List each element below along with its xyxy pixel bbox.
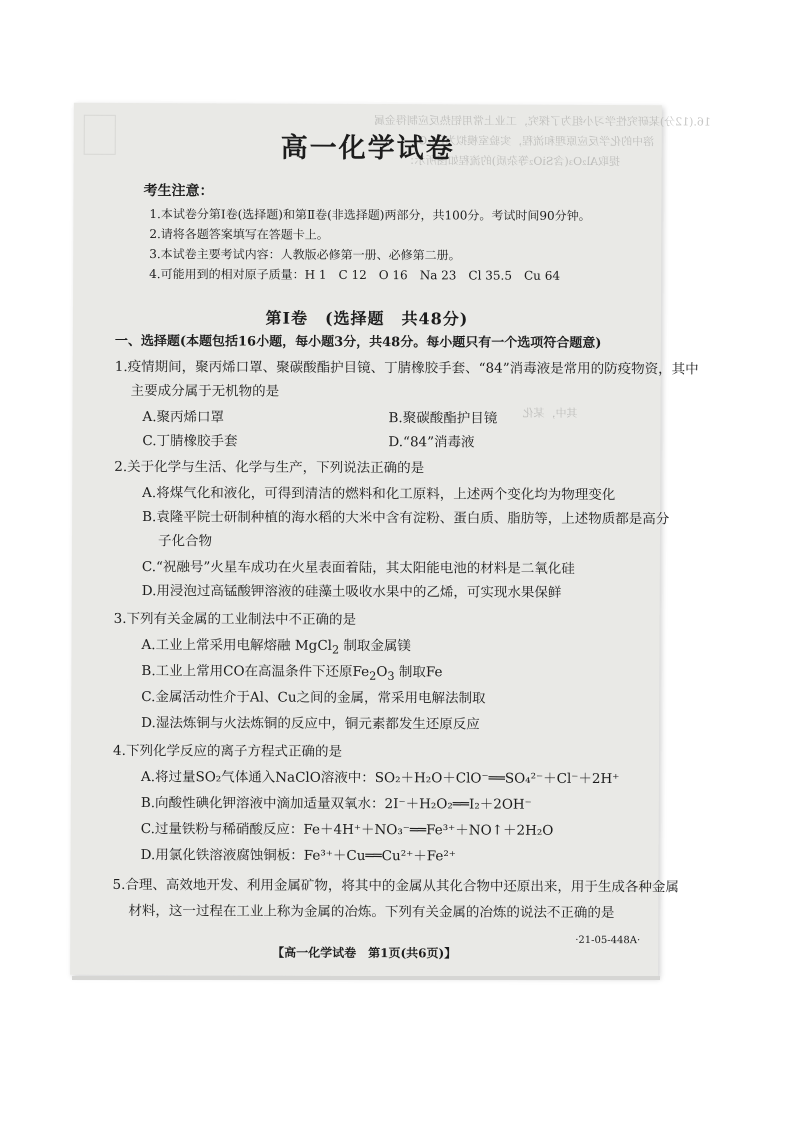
notice-item: 1.本试卷分第Ⅰ卷(选择题)和第Ⅱ卷(非选择题)两部分，共100分。考试时间90分钟。 <box>149 207 591 223</box>
bleed-through-text: 16.(12分)某研究性学习小组为了探究，工业上常用铝热反应制得金属 <box>373 114 711 129</box>
question-3-option-c: C.金属活动性介于Al、Cu之间的金属，常采用电解法制取 <box>141 689 486 707</box>
part-title: 一、选择题(本题包括16小题，每小题3分，共48分。每小题只有一个选项符合题意) <box>114 333 602 352</box>
question-2-option-b: 子化合物 <box>157 533 213 550</box>
option-text: O <box>376 664 388 681</box>
question-3-option-d: D.湿法炼铜与火法炼铜的反应中，铜元素都发生还原反应 <box>141 715 480 733</box>
option-text: B.工业上常用CO在高温条件下还原Fe <box>141 663 370 681</box>
question-1-option-b: B.聚碳酸酯护目镜 <box>388 410 498 427</box>
bleed-through-text: 其中，某化 <box>522 406 578 420</box>
question-2-option-d: D.用浸泡过高锰酸钾溶液的硅藻土吸收水果中的乙烯，可实现水果保鲜 <box>141 583 562 601</box>
bleed-through-text: 提取Al₂O₃(含SiO₂等杂质)的流程如图所示： <box>403 154 621 169</box>
paper-edge-shadow <box>72 976 660 980</box>
question-2-option-c: C.“祝融号”火星车成功在火星表面着陆，其太阳能电池的材料是二氧化硅 <box>141 559 575 577</box>
question-2-stem: 2.关于化学与生活、化学与生产，下列说法正确的是 <box>114 458 425 477</box>
bleed-through-text: 溶中的化学反应原理和流程，实验室模拟为Fe₂O₃ <box>413 134 655 149</box>
question-2-option-a: A.将煤气化和液化，可得到清洁的燃料和化工原料，上述两个变化均为物理变化 <box>142 485 616 504</box>
question-1-stem: 主要成分属于无机物的是 <box>130 382 280 400</box>
question-5-stem: 5.合理、高效地开发、利用金属矿物，将其中的金属从其化合物中还原出来，用于生成各种金属 <box>112 876 679 896</box>
page-footer: 【高一化学试卷 第1页(共6页)】 <box>272 945 457 961</box>
question-4-stem: 4.下列化学反应的离子方程式正确的是 <box>113 742 343 760</box>
section-title: 第Ⅰ卷 (选择题 共48分) <box>265 308 469 329</box>
question-1-option-c: C.丁腈橡胶手套 <box>142 433 238 450</box>
exam-paper <box>70 103 711 978</box>
question-4-option-d: D.用氯化铁溶液腐蚀铜板：Fe³⁺＋Cu══Cu²⁺＋Fe²⁺ <box>140 847 456 865</box>
notice-item: 3.本试卷主要考试内容：人教版必修第一册、必修第二册。 <box>149 247 461 263</box>
paper-code: ·21-05-448A· <box>575 934 641 947</box>
option-text: 制取金属镁 <box>339 637 411 655</box>
question-4-option-b: B.向酸性碘化钾溶液中滴加适量双氧水：2I⁻＋H₂O₂══I₂＋2OH⁻ <box>140 795 532 813</box>
page-title: 高一化学试卷 <box>280 132 455 165</box>
question-5-stem: 材料，这一过程在工业上称为金属的冶炼。下列有关金属的冶炼的说法不正确的是 <box>128 902 615 922</box>
question-4-option-a: A.将过量SO₂气体通入NaClO溶液中：SO₂＋H₂O＋ClO⁻══SO₄²⁻＋Cl⁻＋2H⁺ <box>140 769 620 788</box>
option-text: 制取Fe <box>394 664 443 681</box>
notice-heading: 考生注意： <box>143 183 214 200</box>
notice-item: 2.请将各题答案填写在答题卡上。 <box>149 227 329 242</box>
option-text: A.工业上常采用电解熔融 MgCl <box>141 637 333 654</box>
question-1-option-d: D.“84”消毒液 <box>388 434 475 451</box>
subscript: 2 <box>331 643 340 657</box>
question-2-option-b: B.袁隆平院士研制种植的海水稻的大米中含有淀粉、蛋白质、脂肪等，上述物质都是高分 <box>142 509 670 528</box>
subscript: 2 <box>369 669 377 683</box>
question-3-option-b <box>141 659 442 683</box>
notice-item: 4.可能用到的相对原子质量：H 1 C 12 O 16 Na 23 Cl 35.5 Cu 64 <box>149 267 561 283</box>
subscript: 3 <box>387 669 395 683</box>
question-1-stem: 1.疫情期间，聚丙烯口罩、聚碳酸酯护目镜、丁腈橡胶手套、“84”消毒液是常用的防疫物资，其中 <box>114 358 699 378</box>
page-content <box>70 103 699 978</box>
question-3-stem: 3.下列有关金属的工业制法中不正确的是 <box>113 610 357 628</box>
question-4-option-c: C.过量铁粉与稀硝酸反应：Fe＋4H⁺＋NO₃⁻══Fe³⁺＋NO↑＋2H₂O <box>140 821 554 839</box>
question-1-option-a: A.聚丙烯口罩 <box>142 409 225 426</box>
question-3-option-a <box>141 633 411 657</box>
